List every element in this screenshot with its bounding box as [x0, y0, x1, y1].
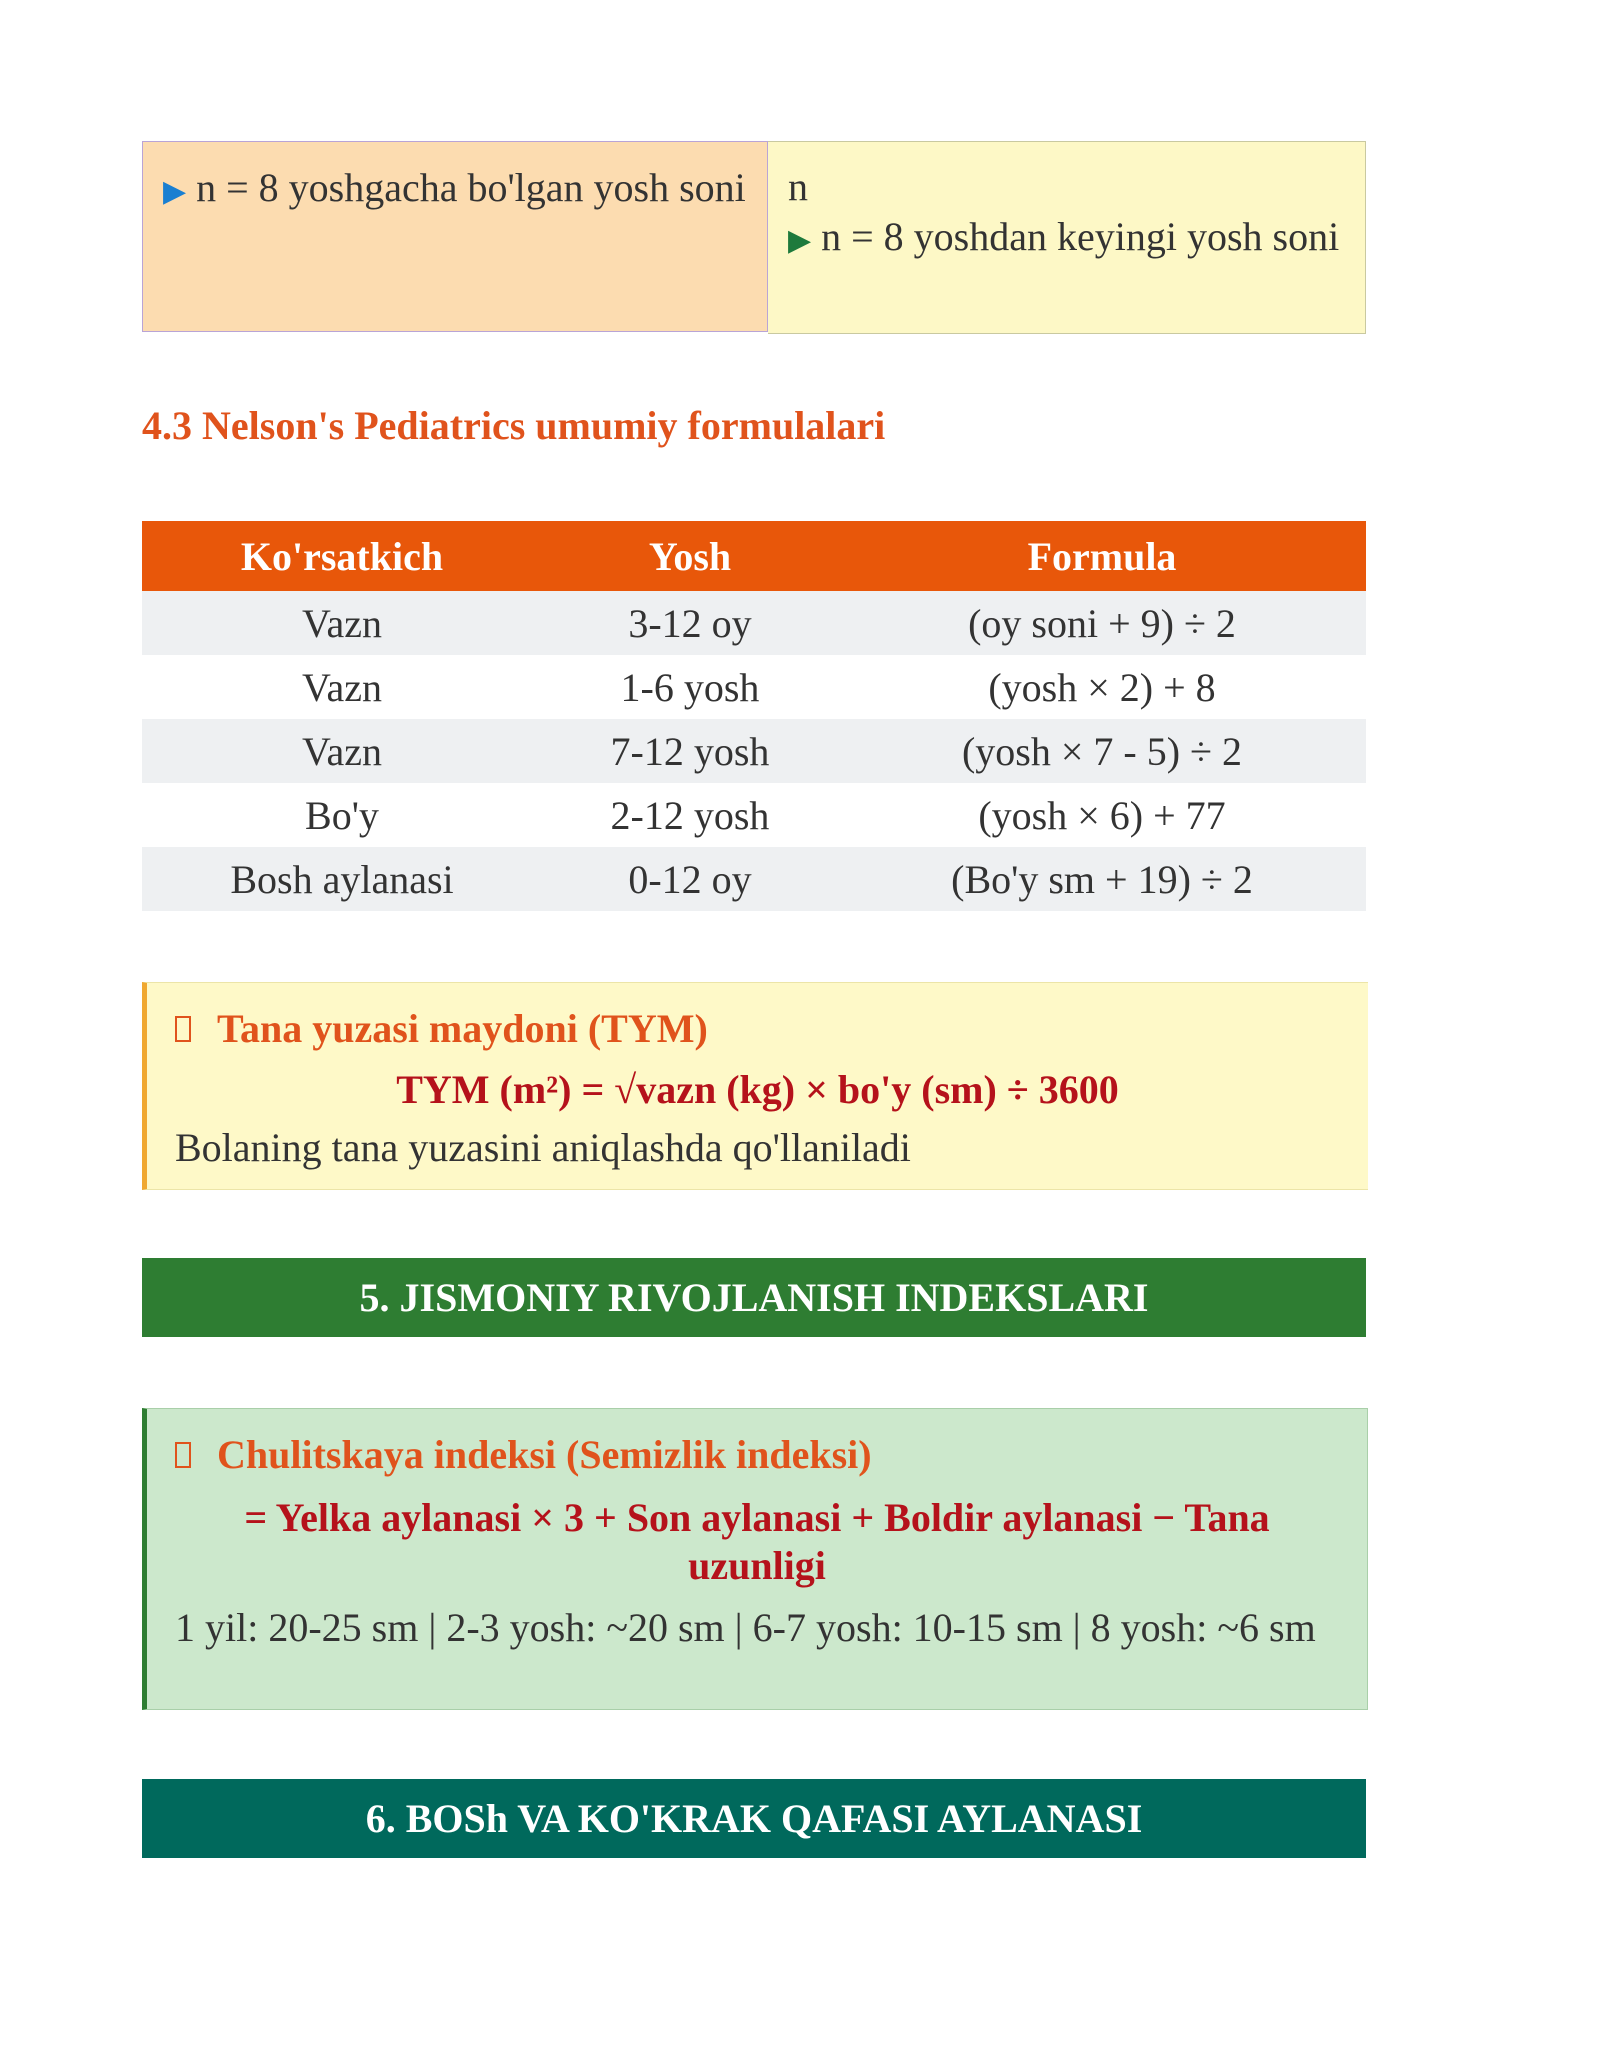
- table-cell: Bo'y: [142, 783, 542, 847]
- formula-table: [142, 521, 1366, 911]
- tym-note: Bolaning tana yuzasini aniqlashda qo'llaniladi: [175, 1125, 911, 1170]
- chulitskaya-callout-title: [175, 1431, 1339, 1478]
- tym-title-text: Tana yuzasi maydoni (TYM): [217, 1006, 708, 1051]
- age-note-left: [142, 141, 768, 332]
- table-row: [142, 655, 1366, 719]
- table-cell: 1-6 yosh: [542, 655, 838, 719]
- age-note-right-prefix: n: [788, 164, 808, 209]
- section-bar-5: 5. JISMONIY RIVOJLANISH INDEKSLARI: [142, 1258, 1366, 1337]
- tym-callout: [142, 982, 1368, 1190]
- table-header-cell: Ko'rsatkich: [142, 521, 542, 591]
- table-header-cell: Yosh: [542, 521, 838, 591]
- table-cell: (yosh × 6) + 77: [838, 783, 1366, 847]
- chulitskaya-title-text: Chulitskaya indeksi (Semizlik indeksi): [217, 1432, 872, 1477]
- section-bar-6: 6. BOSh VA KO'KRAK QAFASI AYLANASI: [142, 1779, 1366, 1858]
- tym-callout-title: [175, 1005, 1340, 1052]
- age-note-left-text: n = 8 yoshgacha bo'lgan yosh soni: [196, 165, 746, 210]
- table-cell: 0-12 oy: [542, 847, 838, 911]
- table-row: [142, 783, 1366, 847]
- table-cell: Bosh aylanasi: [142, 847, 542, 911]
- table-cell: Vazn: [142, 591, 542, 655]
- tym-formula: TYM (m²) = √vazn (kg) × bo'y (sm) ÷ 3600: [396, 1067, 1119, 1112]
- table-cell: Vazn: [142, 719, 542, 783]
- table-row: [142, 847, 1366, 911]
- age-note-right-text: n = 8 yoshdan keyingi yosh soni: [821, 214, 1340, 259]
- table-header-cell: Formula: [838, 521, 1366, 591]
- table-row: [142, 719, 1366, 783]
- table-header-row: [142, 521, 1366, 591]
- table-cell: 7-12 yosh: [542, 719, 838, 783]
- triangle-right-icon: ▶: [163, 175, 187, 208]
- age-note-right: [768, 141, 1366, 334]
- missing-glyph-icon: [175, 1442, 191, 1468]
- table-cell: (yosh × 2) + 8: [838, 655, 1366, 719]
- table-cell: (Bo'y sm + 19) ÷ 2: [838, 847, 1366, 911]
- chulitskaya-formula: = Yelka aylanasi × 3 + Son aylanasi + Boldir aylanasi − Tana uzunligi: [244, 1495, 1270, 1588]
- table-cell: (yosh × 7 - 5) ÷ 2: [838, 719, 1366, 783]
- table-row: [142, 591, 1366, 655]
- missing-glyph-icon: [175, 1016, 191, 1042]
- chulitskaya-callout: [142, 1408, 1368, 1710]
- section-title-nelson: 4.3 Nelson's Pediatrics umumiy formulalari: [142, 403, 886, 448]
- table-cell: 2-12 yosh: [542, 783, 838, 847]
- chulitskaya-note: 1 yil: 20-25 sm | 2-3 yosh: ~20 sm | 6-7 yosh: 10-15 sm | 8 yosh: ~6 sm: [175, 1605, 1316, 1650]
- age-note-box: [142, 141, 1366, 334]
- table-cell: 3-12 oy: [542, 591, 838, 655]
- table-cell: (oy soni + 9) ÷ 2: [838, 591, 1366, 655]
- triangle-right-icon: ▶: [788, 224, 812, 257]
- table-cell: Vazn: [142, 655, 542, 719]
